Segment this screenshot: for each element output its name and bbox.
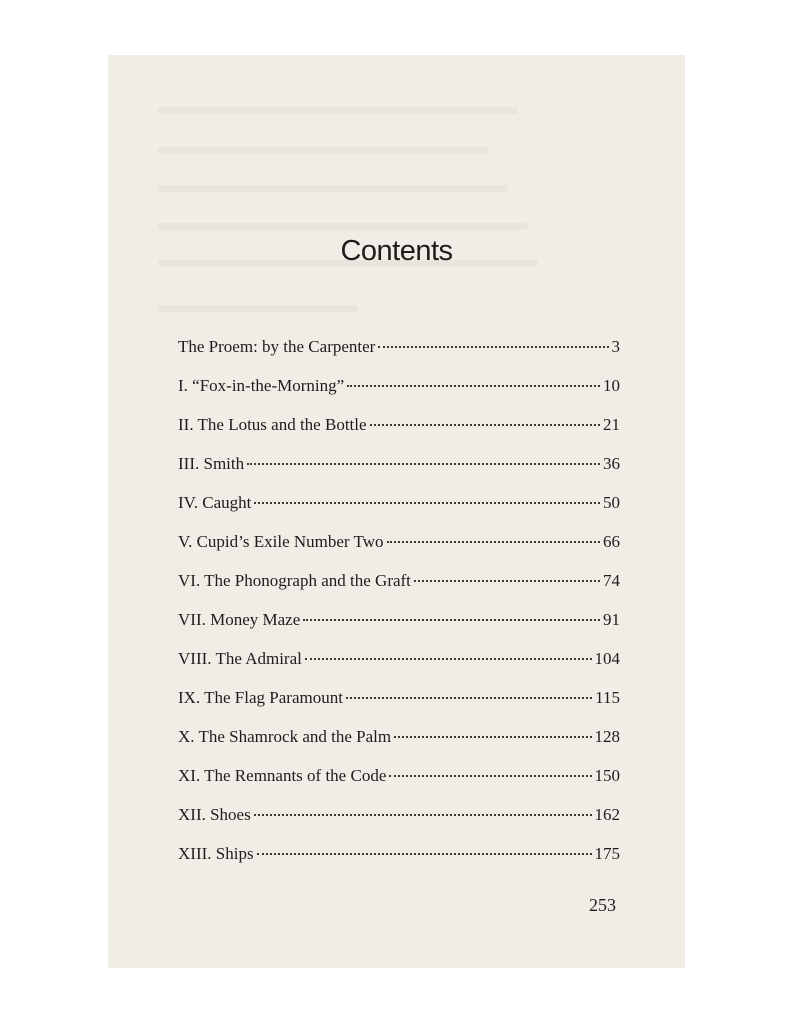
toc-entry-page: 50 <box>603 493 620 512</box>
toc-entry-title: V. Cupid’s Exile Number Two <box>178 532 384 551</box>
toc-entry-page: 3 <box>611 337 620 356</box>
show-through-mark <box>158 107 518 114</box>
dot-leader <box>257 853 592 855</box>
table-of-contents <box>178 337 620 883</box>
toc-entry-title: XII. Shoes <box>178 805 251 824</box>
dot-leader <box>370 424 600 426</box>
toc-entry-title: The Proem: by the Carpenter <box>178 337 376 356</box>
dot-leader <box>254 502 600 504</box>
book-page <box>108 55 685 968</box>
dot-leader <box>387 541 601 543</box>
toc-entry <box>178 610 620 649</box>
toc-entry <box>178 727 620 766</box>
toc-entry <box>178 376 620 415</box>
toc-entry-title: XIII. Ships <box>178 844 254 863</box>
toc-entry <box>178 337 620 376</box>
toc-entry-title: III. Smith <box>178 454 245 473</box>
toc-entry-title: II. The Lotus and the Bottle <box>178 415 367 434</box>
toc-entry-page: 175 <box>594 844 620 863</box>
dot-leader <box>394 736 591 738</box>
toc-entry <box>178 688 620 727</box>
toc-entry-title: I. “Fox-in-the-Morning” <box>178 376 345 395</box>
toc-entry-page: 115 <box>595 688 620 707</box>
toc-entry-page: 104 <box>594 649 620 668</box>
toc-entry-title: VI. The Phonograph and the Graft <box>178 571 411 590</box>
toc-entry <box>178 493 620 532</box>
dot-leader <box>305 658 592 660</box>
toc-entry <box>178 571 620 610</box>
show-through-mark <box>158 185 508 192</box>
dot-leader <box>254 814 592 816</box>
toc-entry-page: 10 <box>603 376 620 395</box>
toc-entry-page: 66 <box>603 532 620 551</box>
toc-entry-title: VII. Money Maze <box>178 610 301 629</box>
toc-entry-title: IX. The Flag Paramount <box>178 688 343 707</box>
toc-entry <box>178 805 620 844</box>
dot-leader <box>346 697 592 699</box>
toc-entry <box>178 532 620 571</box>
toc-entry-page: 21 <box>603 415 620 434</box>
toc-entry-title: XI. The Remnants of the Code <box>178 766 387 785</box>
toc-entry <box>178 649 620 688</box>
show-through-mark <box>158 147 488 154</box>
dot-leader <box>247 463 600 465</box>
show-through-mark <box>158 305 358 312</box>
dot-leader <box>347 385 600 387</box>
toc-entry-page: 91 <box>603 610 620 629</box>
dot-leader <box>303 619 600 621</box>
dot-leader <box>414 580 600 582</box>
dot-leader <box>378 346 608 348</box>
toc-entry <box>178 415 620 454</box>
toc-entry-page: 74 <box>603 571 620 590</box>
page-title: Contents <box>340 235 453 267</box>
toc-entry-page: 128 <box>594 727 620 746</box>
toc-entry-page: 162 <box>594 805 620 824</box>
toc-entry-title: VIII. The Admiral <box>178 649 302 668</box>
toc-entry-page: 150 <box>594 766 620 785</box>
toc-entry-title: IV. Caught <box>178 493 252 512</box>
toc-entry <box>178 766 620 805</box>
toc-entry <box>178 844 620 883</box>
toc-entry <box>178 454 620 493</box>
page-number: 253 <box>589 895 616 915</box>
dot-leader <box>389 775 591 777</box>
show-through-mark <box>158 223 528 230</box>
toc-entry-title: X. The Shamrock and the Palm <box>178 727 392 746</box>
toc-entry-page: 36 <box>603 454 620 473</box>
